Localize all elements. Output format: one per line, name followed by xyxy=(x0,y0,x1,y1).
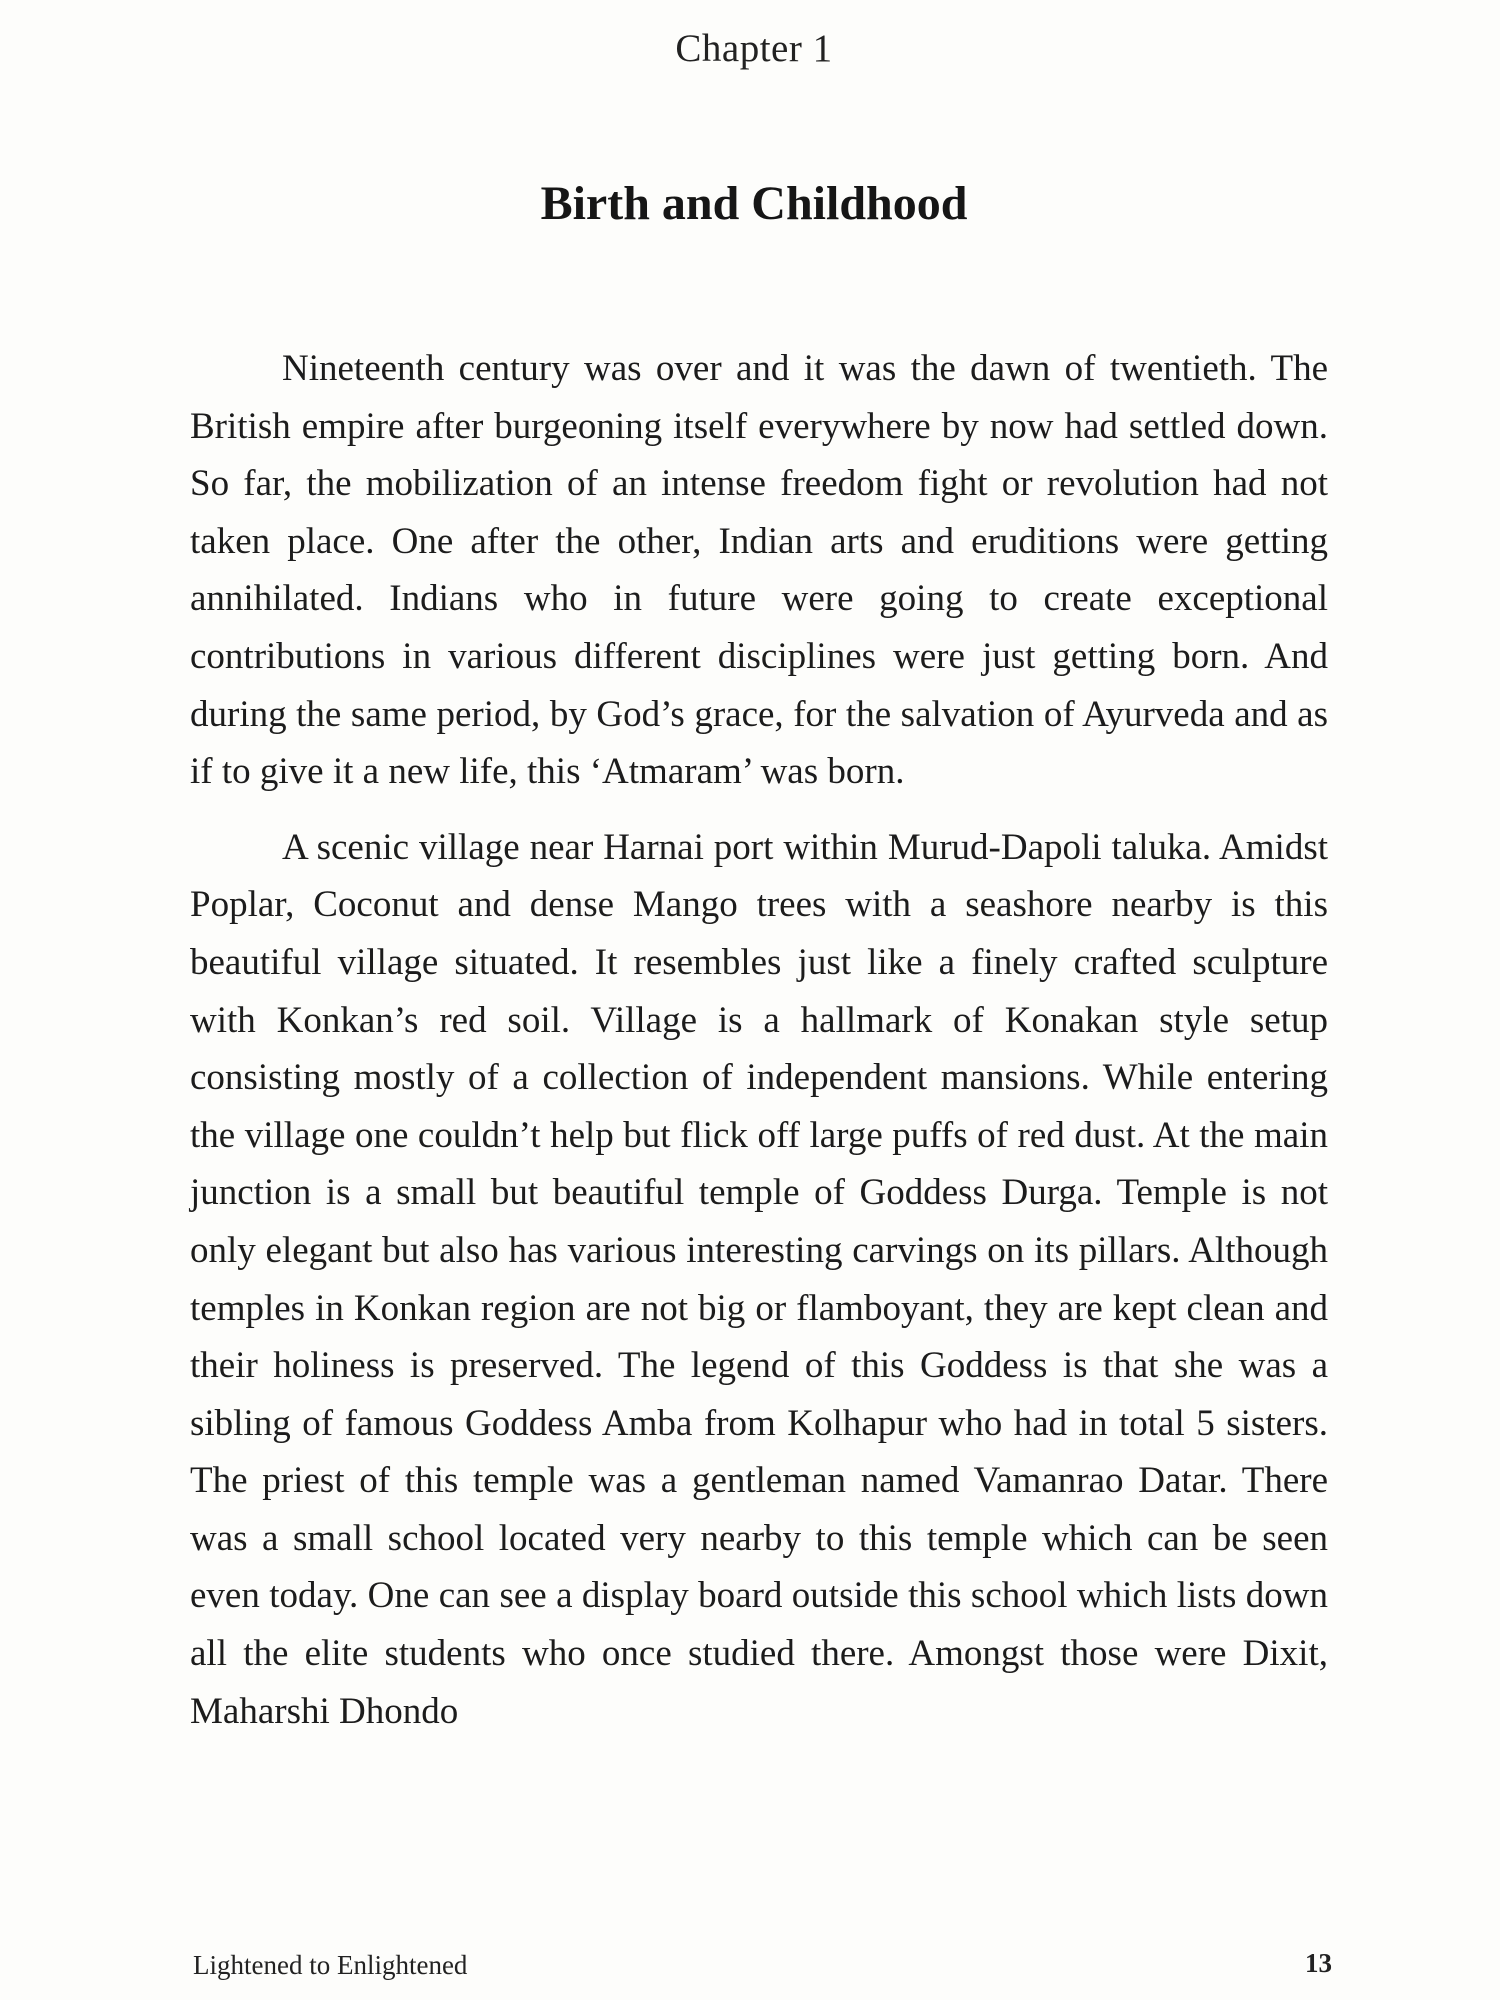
paragraph-2: A scenic village near Harnai port within Murud-Dapoli taluka. Amidst Poplar, Coconut and dense Mango trees with a seashore nearby is this beautiful village situated. It resembles just like a finely crafted sculpture with Konkan’s red soil. Village is a hallmark of Konakan style setup consisting mostly of a collection of independent mansions. While entering the village one couldn’t help but flick off large puffs of red dust. At the main junction is a small but beautiful temple of Goddess Durga. Temple is not only elegant but also has various interesting carvings on its pillars. Although temples in Konkan region are not big or flamboyant, they are kept clean and their holiness is preserved. The legend of this Goddess is that she was a sibling of famous Goddess Amba from Kolhapur who had in total 5 sisters. The priest of this temple was a gentleman named Vamanrao Datar. There was a small school located very nearby to this temple which can be seen even today. One can see a display board outside this school which lists down all the elite students who once studied there. Amongst those were Dixit, Maharshi Dhondo xyxy=(190,826,1328,1732)
page-number: 13 xyxy=(1305,1948,1332,1978)
chapter-label: Chapter 1 xyxy=(675,27,833,70)
body-text xyxy=(190,340,1328,1740)
footer-book-title: Lightened to Enlightened xyxy=(193,1950,468,1980)
chapter-title: Birth and Childhood xyxy=(540,177,968,230)
paragraph-1: Nineteenth century was over and it was the dawn of twentieth. The British empire after burgeoning itself everywhere by now had settled down. So far, the mobilization of an intense freedom fight or revolution had not taken place. One after the other, Indian arts and eruditions were getting annihilated. Indians who in future were going to create exceptional contributions in various different disciplines were just getting born. And during the same period, by God’s grace, for the salvation of Ayurveda and as if to give it a new life, this ‘Atmaram’ was born. xyxy=(190,348,1328,793)
